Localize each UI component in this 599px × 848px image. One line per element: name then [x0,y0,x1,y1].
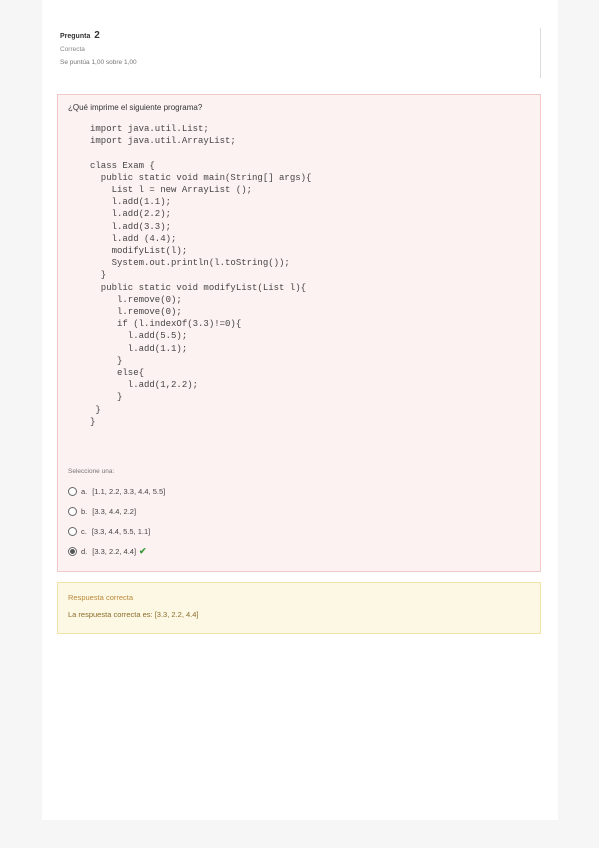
answer-option-a[interactable] [68,481,165,501]
answer-prompt: Seleccione una: [68,468,115,475]
check-icon: ✔ [139,545,147,556]
radio-button-selected[interactable] [68,547,77,556]
answer-option-c[interactable] [68,521,165,541]
info-divider [540,28,541,78]
answer-letter: c. [81,526,87,536]
answer-option-b[interactable] [68,501,165,521]
answer-text: [3.3, 4.4, 2.2] [92,506,137,516]
radio-button[interactable] [68,527,77,536]
feedback-box [57,582,541,634]
radio-button[interactable] [68,507,77,516]
question-box [57,94,541,572]
question-grade: Se puntúa 1,00 sobre 1,00 [60,59,137,66]
question-info [60,30,540,78]
feedback-correct-answer: La respuesta correcta es: [3.3, 2.2, 4.4] [68,610,199,619]
radio-button[interactable] [68,487,77,496]
answer-text: [3.3, 2.2, 4.4] [92,546,137,556]
radio-dot [70,549,75,554]
question-text: ¿Qué imprime el siguiente programa? [68,103,203,112]
feedback-result: Respuesta correcta [68,593,134,602]
answer-letter: a. [81,486,88,496]
answer-letter: b. [81,506,88,516]
answer-text: [3.3, 4.4, 5.5, 1.1] [91,526,151,536]
question-label [60,30,540,41]
answer-option-d[interactable] [68,541,165,561]
question-state: Correcta [60,46,85,53]
answer-text: [1.1, 2.2, 3.3, 4.4, 5.5] [92,486,166,496]
code-block: import java.util.List; import java.util.ArrayList; class Exam { public static void main(String[] args){ List l = new ArrayList (); l.add(1.1); l.add(2.2); l.add(3.3); l.add (4.4); modifyList(l); System.out.println(l.toString()); } public static void modifyList(List l){ l.remove(0); l.remove(0); if (l.indexOf(3.3)!=0){ l.add(5.5); l.add(1.1); } else{ l.add(1,2.2); } } } [90,124,312,427]
question-number: 2 [94,30,100,41]
question-label-text: Pregunta [60,33,91,40]
answer-letter: d. [81,546,88,556]
answer-list [68,481,165,561]
